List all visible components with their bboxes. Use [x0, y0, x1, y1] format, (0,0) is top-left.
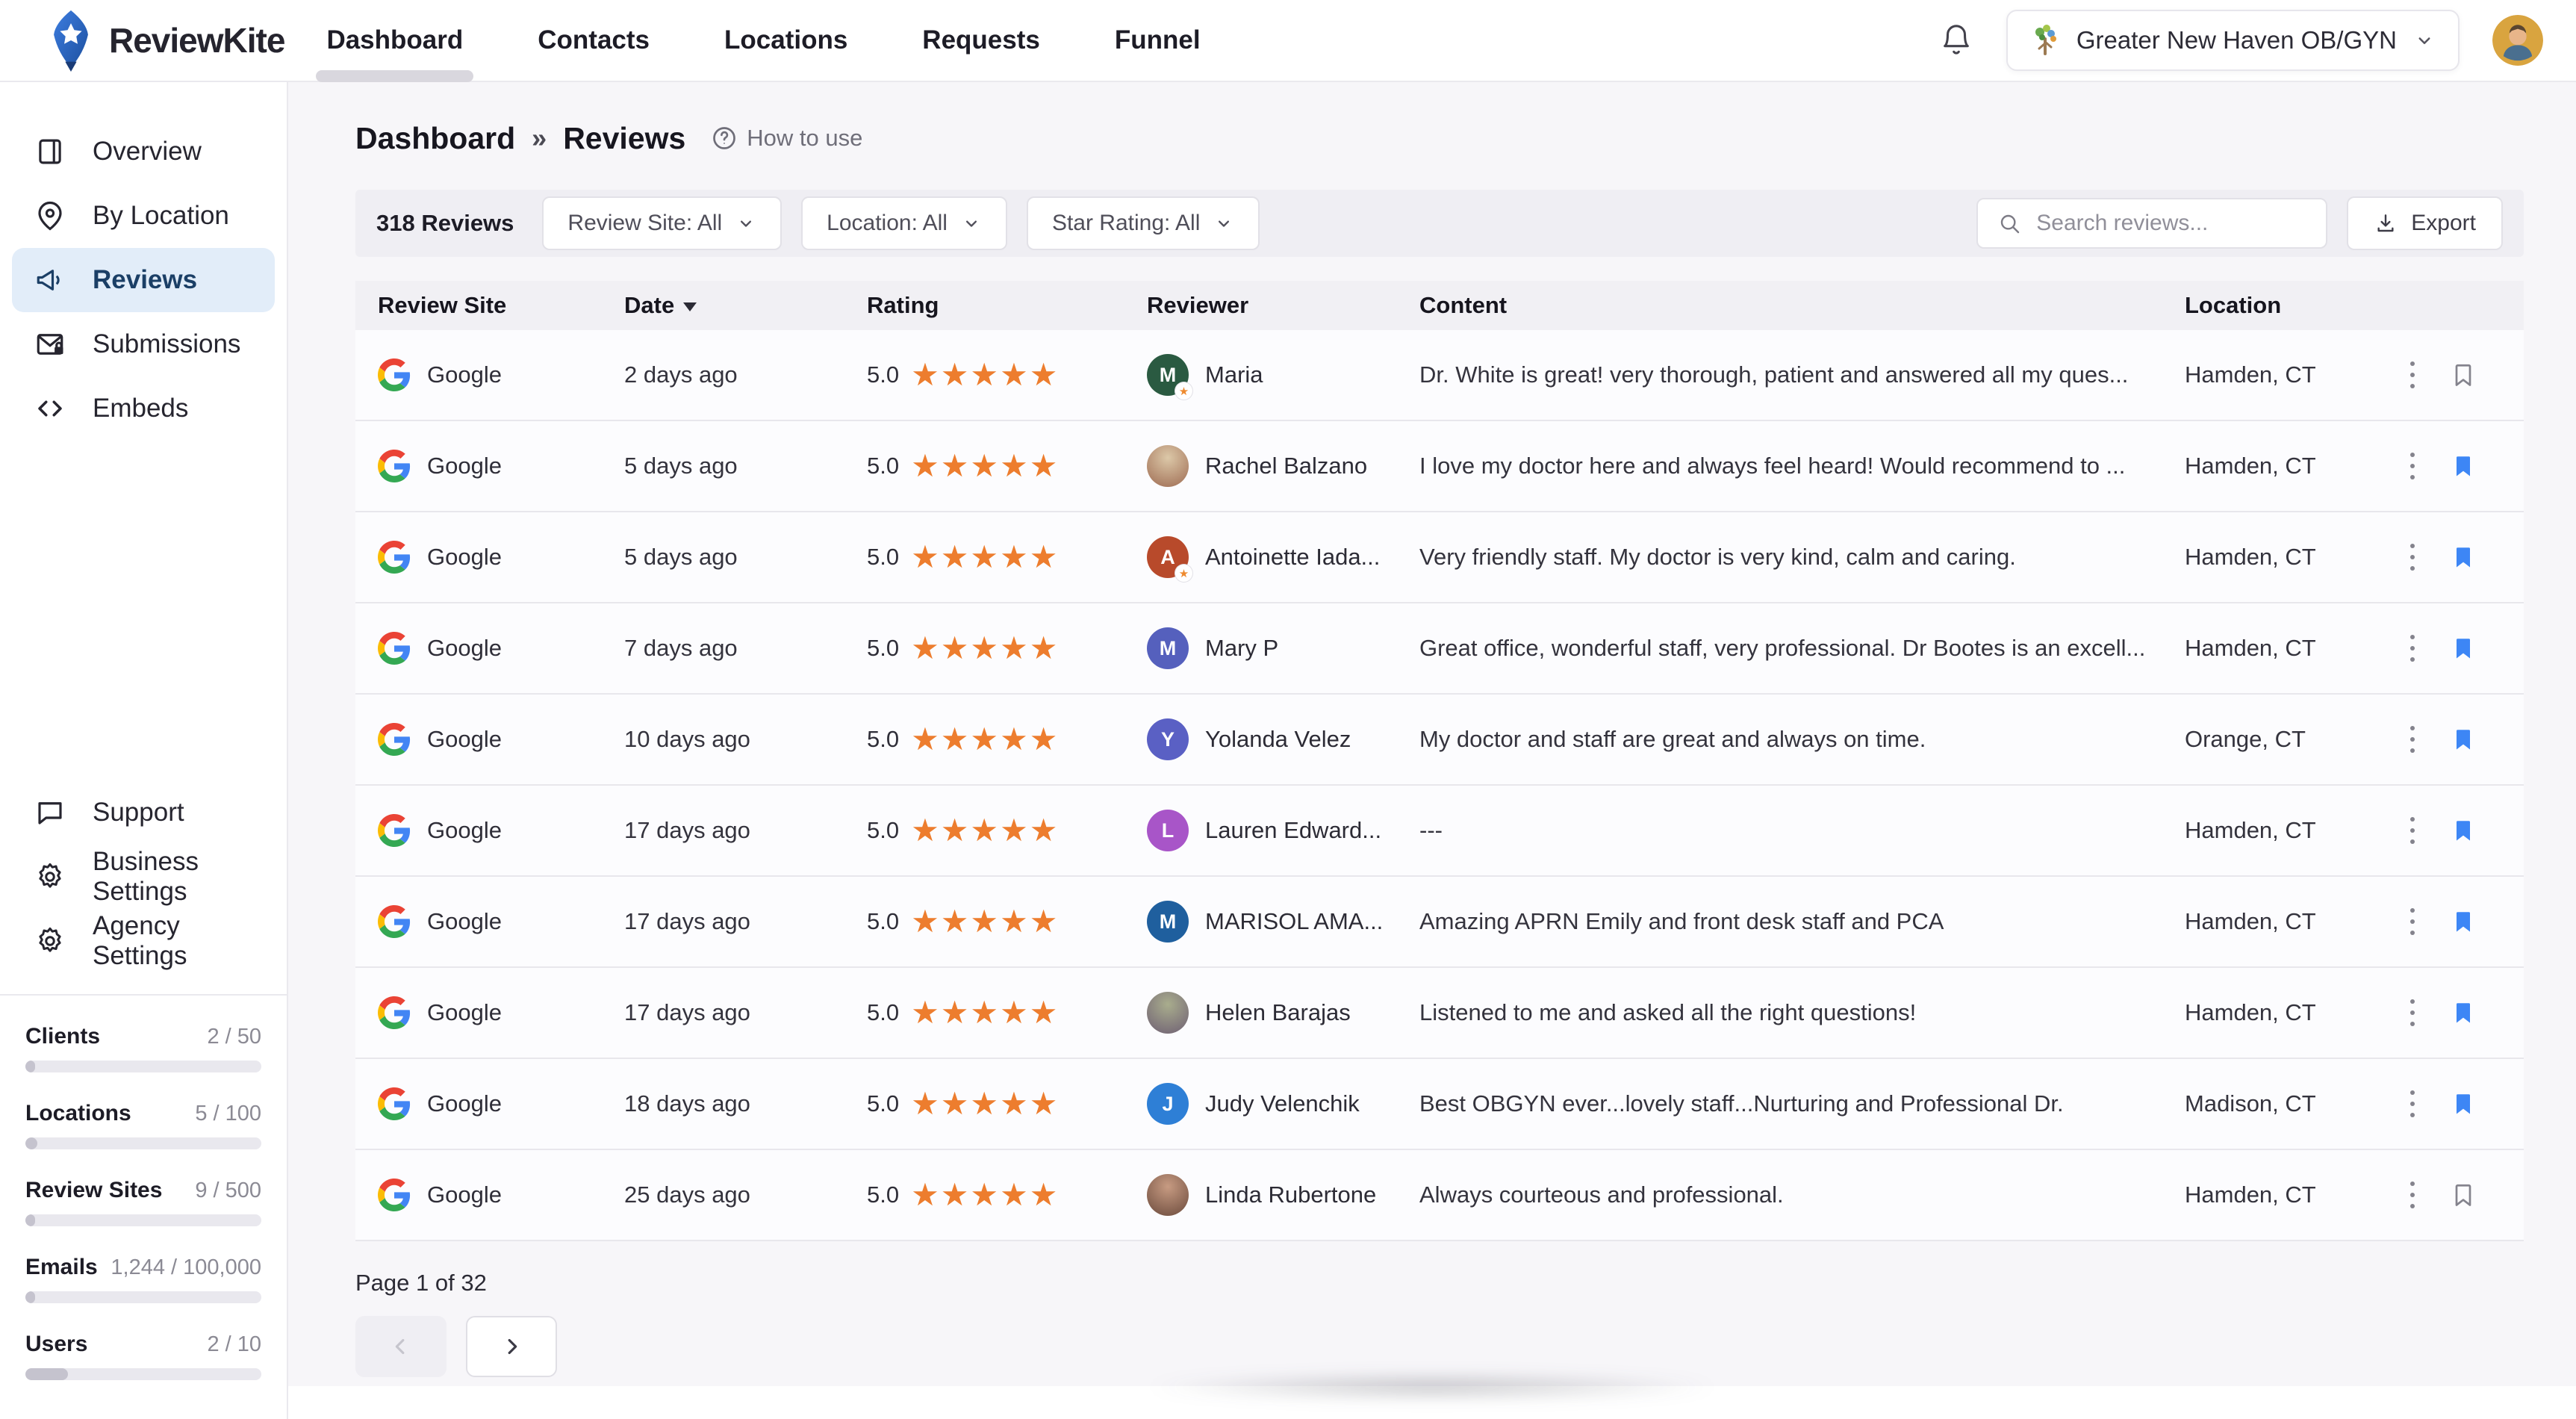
date-cell: 5 days ago [624, 453, 738, 479]
location-cell: Hamden, CT [2185, 453, 2316, 479]
reviewer-name: Yolanda Velez [1205, 726, 1351, 752]
review-site-label: Google [427, 1182, 502, 1208]
google-logo-icon [378, 996, 411, 1029]
column-header-review-site [378, 292, 624, 319]
rating-cell [867, 994, 1147, 1031]
review-site-cell [378, 814, 624, 847]
book-icon [34, 136, 66, 167]
bookmark-outline-icon [2450, 1179, 2477, 1211]
avatar: L [1147, 810, 1189, 851]
google-logo-icon [378, 358, 411, 391]
google-logo-icon [378, 541, 411, 574]
reviewer-cell [1147, 992, 1419, 1034]
rating-cell [867, 630, 1147, 666]
sidebar-item-business-settings[interactable] [12, 845, 275, 909]
review-site-cell [378, 450, 624, 482]
avatar: M [1147, 901, 1189, 943]
bookmark-button[interactable] [2450, 723, 2492, 756]
location-cell: Hamden, CT [2185, 361, 2316, 388]
chevron-down-icon [961, 213, 982, 234]
mail-lock-icon [34, 329, 66, 360]
table-row [355, 786, 2524, 877]
review-content-cell: Listened to me and asked all the right questions! [1419, 999, 1917, 1025]
date-cell: 17 days ago [624, 908, 750, 934]
avatar [1147, 445, 1189, 487]
user-avatar[interactable] [2492, 15, 2543, 66]
table-row [355, 695, 2524, 786]
sidebar-item-label: Embeds [93, 394, 189, 423]
reviewer-cell [1147, 354, 1419, 396]
row-menu-button[interactable] [2394, 807, 2431, 854]
date-cell: 18 days ago [624, 1090, 750, 1117]
review-content-cell: Very friendly staff. My doctor is very kind, calm and caring. [1419, 544, 2016, 570]
org-selector[interactable] [2006, 10, 2460, 71]
google-logo-icon [378, 1179, 411, 1211]
date-cell: 25 days ago [624, 1182, 750, 1208]
usage-value: 2 / 50 [207, 1025, 261, 1049]
rating-value: 5.0 [867, 544, 900, 570]
page-title: Reviews [563, 120, 686, 155]
sidebar-item-label: Agency Settings [93, 911, 187, 970]
kite-logo-icon [48, 9, 94, 72]
sidebar-item-embeds[interactable] [12, 376, 275, 441]
google-logo-icon [378, 632, 411, 665]
reviewer-badge-icon: ★ [1175, 565, 1192, 582]
bookmark-button[interactable] [2450, 358, 2492, 391]
sidebar-item-overview[interactable] [12, 119, 275, 184]
table-row [355, 330, 2524, 421]
usage-label: Review Sites [25, 1178, 163, 1202]
org-name: Greater New Haven OB/GYN [2076, 26, 2397, 54]
star-rating: ★★★★★ [911, 630, 1060, 666]
nav-item-funnel[interactable]: Funnel [1114, 25, 1201, 55]
review-site-label: Google [427, 544, 502, 570]
megaphone-icon [34, 264, 66, 296]
column-label: Reviewer [1147, 292, 1249, 318]
location-cell: Orange, CT [2185, 726, 2306, 752]
search-icon [1997, 211, 2021, 235]
review-site-cell [378, 1179, 624, 1211]
google-logo-icon [378, 814, 411, 847]
date-cell: 17 days ago [624, 817, 750, 843]
bookmark-button[interactable] [2450, 541, 2492, 574]
column-header-location [2185, 292, 2394, 319]
reviewer-name: Maria [1205, 361, 1263, 388]
row-menu-button[interactable] [2394, 351, 2431, 399]
review-content-cell: My doctor and staff are great and always on time. [1419, 726, 1926, 752]
rating-cell [867, 1176, 1147, 1213]
nav-item-dashboard[interactable]: Dashboard [289, 0, 500, 81]
sidebar-item-label: Submissions [93, 329, 241, 358]
code-icon [34, 393, 66, 424]
bookmark-button[interactable] [2450, 814, 2492, 847]
sidebar-spacer [0, 441, 287, 780]
gear-icon [34, 925, 66, 957]
avatar: A ★ [1147, 536, 1189, 578]
reviewer-cell [1147, 718, 1419, 760]
review-content-cell: Dr. White is great! very thorough, patient and answered all my ques... [1419, 361, 2129, 388]
usage-stats [0, 996, 287, 1409]
main-content [288, 82, 2576, 1419]
column-label: Date [624, 292, 675, 318]
usage-progress-bar [25, 1291, 261, 1303]
reviewer-name: Mary P [1205, 635, 1279, 661]
star-rating: ★★★★★ [911, 447, 1060, 484]
star-rating: ★★★★★ [911, 356, 1060, 393]
reviewer-cell [1147, 445, 1419, 487]
review-site-label: Google [427, 999, 502, 1025]
table-row [355, 603, 2524, 695]
bookmark-filled-icon [2450, 632, 2477, 665]
reviewer-cell [1147, 627, 1419, 669]
review-site-cell [378, 905, 624, 938]
rating-cell [867, 903, 1147, 940]
rating-cell [867, 447, 1147, 484]
review-site-cell [378, 723, 624, 756]
reviewer-name: MARISOL AMA... [1205, 908, 1384, 934]
filter-review-site[interactable] [542, 196, 782, 250]
star-rating: ★★★★★ [911, 1176, 1060, 1213]
next-page-button[interactable] [466, 1316, 557, 1377]
nav-item-locations[interactable]: Locations [724, 25, 848, 55]
usage-progress-fill [25, 1061, 35, 1072]
usage-progress-fill [25, 1137, 37, 1149]
bookmark-filled-icon [2450, 723, 2477, 756]
reviewer-name: Linda Rubertone [1205, 1182, 1377, 1208]
usage-label: Emails [25, 1255, 98, 1279]
reviewer-cell [1147, 1083, 1419, 1125]
chevron-left-icon [388, 1334, 414, 1359]
reviewer-name: Antoinette Iada... [1205, 544, 1381, 570]
date-cell: 7 days ago [624, 635, 738, 661]
sidebar-item-submissions[interactable] [12, 312, 275, 376]
location-cell: Hamden, CT [2185, 544, 2316, 570]
rating-value: 5.0 [867, 635, 900, 661]
usage-review-sites [25, 1178, 261, 1226]
review-site-label: Google [427, 635, 502, 661]
sidebar-item-label: Reviews [93, 265, 198, 294]
breadcrumb [355, 119, 2524, 157]
top-bar-right [1939, 10, 2543, 71]
search-box [1976, 198, 2327, 249]
review-site-label: Google [427, 817, 502, 843]
google-logo-icon [378, 723, 411, 756]
sidebar-item-label: Support [93, 798, 184, 827]
column-label: Rating [867, 292, 939, 318]
review-content-cell: --- [1419, 817, 1443, 843]
dock-shadow [1148, 1374, 1716, 1400]
reviewer-cell [1147, 810, 1419, 851]
date-cell: 5 days ago [624, 544, 738, 570]
breadcrumb-dashboard[interactable]: Dashboard [355, 120, 516, 155]
chevron-down-icon [735, 213, 756, 234]
usage-value: 1,244 / 100,000 [111, 1255, 261, 1279]
bookmark-button[interactable] [2450, 632, 2492, 665]
location-cell: Hamden, CT [2185, 1182, 2316, 1208]
bookmark-button[interactable] [2450, 996, 2492, 1029]
star-rating: ★★★★★ [911, 538, 1060, 575]
row-menu-button[interactable] [2394, 989, 2431, 1037]
bookmark-outline-icon [2450, 358, 2477, 391]
brand-name: ReviewKite [109, 21, 285, 60]
table-row [355, 1059, 2524, 1150]
rating-value: 5.0 [867, 999, 900, 1025]
star-rating: ★★★★★ [911, 721, 1060, 757]
column-header-rating [867, 292, 1147, 319]
usage-progress-bar [25, 1214, 261, 1226]
date-cell: 17 days ago [624, 999, 750, 1025]
sidebar-item-label: Business Settings [93, 847, 199, 906]
nav-item-contacts[interactable]: Contacts [538, 25, 650, 55]
bookmark-filled-icon [2450, 450, 2477, 482]
usage-progress-fill [25, 1291, 35, 1303]
column-header-reviewer [1147, 292, 1419, 319]
row-menu-button[interactable] [2394, 533, 2431, 581]
column-label: Location [2185, 292, 2282, 318]
top-bar [0, 0, 2576, 82]
review-content-cell: Amazing APRN Emily and front desk staff and PCA [1419, 908, 1944, 934]
sidebar-item-label: By Location [93, 201, 229, 230]
pin-icon [34, 200, 66, 232]
filter-location[interactable] [801, 196, 1007, 250]
usage-value: 5 / 100 [195, 1102, 261, 1125]
rating-value: 5.0 [867, 1182, 900, 1208]
location-cell: Madison, CT [2185, 1090, 2316, 1117]
rating-value: 5.0 [867, 726, 900, 752]
location-cell: Hamden, CT [2185, 817, 2316, 843]
chevron-down-icon [2413, 29, 2436, 52]
filter-star-rating[interactable] [1027, 196, 1260, 250]
how-to-use-label: How to use [747, 125, 863, 151]
star-rating: ★★★★★ [911, 994, 1060, 1031]
review-content-cell: I love my doctor here and always feel heard! Would recommend to ... [1419, 453, 2126, 479]
avatar: M [1147, 627, 1189, 669]
row-menu-button[interactable] [2394, 715, 2431, 763]
download-icon [2374, 211, 2398, 235]
review-content-cell: Best OBGYN ever...lovely staff...Nurturing and Professional Dr. [1419, 1090, 2064, 1117]
usage-value: 9 / 500 [195, 1179, 261, 1202]
review-content-cell: Always courteous and professional. [1419, 1182, 1784, 1208]
column-header-content [1419, 292, 2185, 319]
star-rating: ★★★★★ [911, 1085, 1060, 1122]
usage-progress-bar [25, 1368, 261, 1380]
row-menu-button[interactable] [2394, 624, 2431, 672]
rating-value: 5.0 [867, 817, 900, 843]
sidebar-item-agency-settings[interactable] [12, 909, 275, 973]
filter-label: Star Rating: All [1051, 211, 1201, 235]
review-site-label: Google [427, 726, 502, 752]
reviewer-name: Helen Barajas [1205, 999, 1351, 1025]
filter-toolbar [355, 190, 2524, 257]
sidebar-item-by-location[interactable] [12, 184, 275, 248]
review-content-cell: Great office, wonderful staff, very professional. Dr Bootes is an excell... [1419, 635, 2146, 661]
sidebar-item-reviews[interactable] [12, 248, 275, 312]
google-logo-icon [378, 905, 411, 938]
usage-users [25, 1332, 261, 1380]
reviewer-cell [1147, 536, 1419, 578]
table-row [355, 1150, 2524, 1241]
column-label: Content [1419, 292, 1508, 318]
column-header-date[interactable] [624, 292, 867, 319]
usage-label: Clients [25, 1024, 101, 1049]
breadcrumb-separator: » [532, 122, 547, 153]
review-site-cell [378, 996, 624, 1029]
location-cell: Hamden, CT [2185, 635, 2316, 661]
reviews-table [355, 281, 2524, 1241]
bookmark-filled-icon [2450, 996, 2477, 1029]
bookmark-filled-icon [2450, 814, 2477, 847]
rating-cell [867, 356, 1147, 393]
usage-emails [25, 1255, 261, 1303]
usage-label: Users [25, 1332, 88, 1356]
review-site-cell [378, 541, 624, 574]
usage-progress-bar [25, 1061, 261, 1072]
pagination-controls [355, 1316, 2524, 1377]
export-label: Export [2411, 211, 2476, 235]
reviewer-name: Judy Velenchik [1205, 1090, 1360, 1117]
row-menu-button[interactable] [2394, 442, 2431, 490]
rating-cell [867, 721, 1147, 757]
bookmark-button[interactable] [2450, 905, 2492, 938]
review-count: 318 Reviews [376, 210, 514, 236]
usage-value: 2 / 10 [207, 1332, 261, 1356]
bookmark-button[interactable] [2450, 1179, 2492, 1211]
usage-label: Locations [25, 1101, 131, 1125]
how-to-use-link[interactable] [711, 125, 862, 152]
table-row [355, 968, 2524, 1059]
review-site-cell [378, 632, 624, 665]
avatar: J [1147, 1083, 1189, 1125]
usage-clients [25, 1024, 261, 1072]
chat-icon [34, 797, 66, 828]
nav-item-requests[interactable]: Requests [922, 25, 1040, 55]
bookmark-button[interactable] [2450, 1087, 2492, 1120]
usage-progress-bar [25, 1137, 261, 1149]
page-indicator: Page 1 of 32 [355, 1270, 487, 1296]
table-header [355, 281, 2524, 330]
sidebar [0, 82, 288, 1419]
org-logo-icon [2030, 24, 2060, 57]
sidebar-item-label: Overview [93, 137, 202, 166]
row-menu-button[interactable] [2394, 898, 2431, 946]
gear-icon [34, 861, 66, 892]
review-site-label: Google [427, 1090, 502, 1117]
bookmark-filled-icon [2450, 541, 2477, 574]
top-nav [289, 0, 1237, 81]
search-input[interactable] [2035, 210, 2306, 237]
review-site-cell [378, 358, 624, 391]
export-button[interactable] [2347, 196, 2503, 250]
reviewer-name: Lauren Edward... [1205, 817, 1382, 843]
bookmark-filled-icon [2450, 1087, 2477, 1120]
prev-page-button[interactable] [355, 1316, 447, 1377]
chevron-right-icon [499, 1334, 524, 1359]
rating-value: 5.0 [867, 1090, 900, 1117]
bookmark-button[interactable] [2450, 450, 2492, 482]
table-row [355, 421, 2524, 512]
brand-logo[interactable] [48, 9, 284, 72]
star-rating: ★★★★★ [911, 903, 1060, 940]
date-cell: 10 days ago [624, 726, 750, 752]
bookmark-filled-icon [2450, 905, 2477, 938]
avatar [1147, 1174, 1189, 1216]
avatar [1147, 992, 1189, 1034]
table-row [355, 512, 2524, 603]
date-cell: 2 days ago [624, 361, 738, 388]
rating-value: 5.0 [867, 908, 900, 934]
rating-cell [867, 538, 1147, 575]
sort-desc-icon [683, 302, 697, 311]
rating-value: 5.0 [867, 453, 900, 479]
star-rating: ★★★★★ [911, 812, 1060, 848]
question-circle-icon [711, 125, 738, 152]
avatar: M ★ [1147, 354, 1189, 396]
review-site-label: Google [427, 361, 502, 388]
review-site-cell [378, 1087, 624, 1120]
notifications-bell-icon[interactable] [1939, 23, 1973, 58]
avatar: Y [1147, 718, 1189, 760]
review-site-label: Google [427, 908, 502, 934]
usage-progress-fill [25, 1368, 68, 1380]
sidebar-item-support[interactable] [12, 780, 275, 845]
reviewer-name: Rachel Balzano [1205, 453, 1368, 479]
review-site-label: Google [427, 453, 502, 479]
chevron-down-icon [1213, 213, 1234, 234]
google-logo-icon [378, 1087, 411, 1120]
reviewer-cell [1147, 901, 1419, 943]
filter-label: Location: All [827, 211, 948, 235]
google-logo-icon [378, 450, 411, 482]
row-menu-button[interactable] [2394, 1171, 2431, 1219]
rating-cell [867, 1085, 1147, 1122]
bottom-strip [288, 1386, 2576, 1419]
rating-value: 5.0 [867, 361, 900, 388]
reviewer-cell [1147, 1174, 1419, 1216]
location-cell: Hamden, CT [2185, 999, 2316, 1025]
reviewer-badge-icon: ★ [1175, 382, 1192, 400]
row-menu-button[interactable] [2394, 1080, 2431, 1128]
filter-label: Review Site: All [567, 211, 723, 235]
rating-cell [867, 812, 1147, 848]
usage-locations [25, 1101, 261, 1149]
location-cell: Hamden, CT [2185, 908, 2316, 934]
table-row [355, 877, 2524, 968]
usage-progress-fill [25, 1214, 35, 1226]
column-label: Review Site [378, 292, 507, 318]
